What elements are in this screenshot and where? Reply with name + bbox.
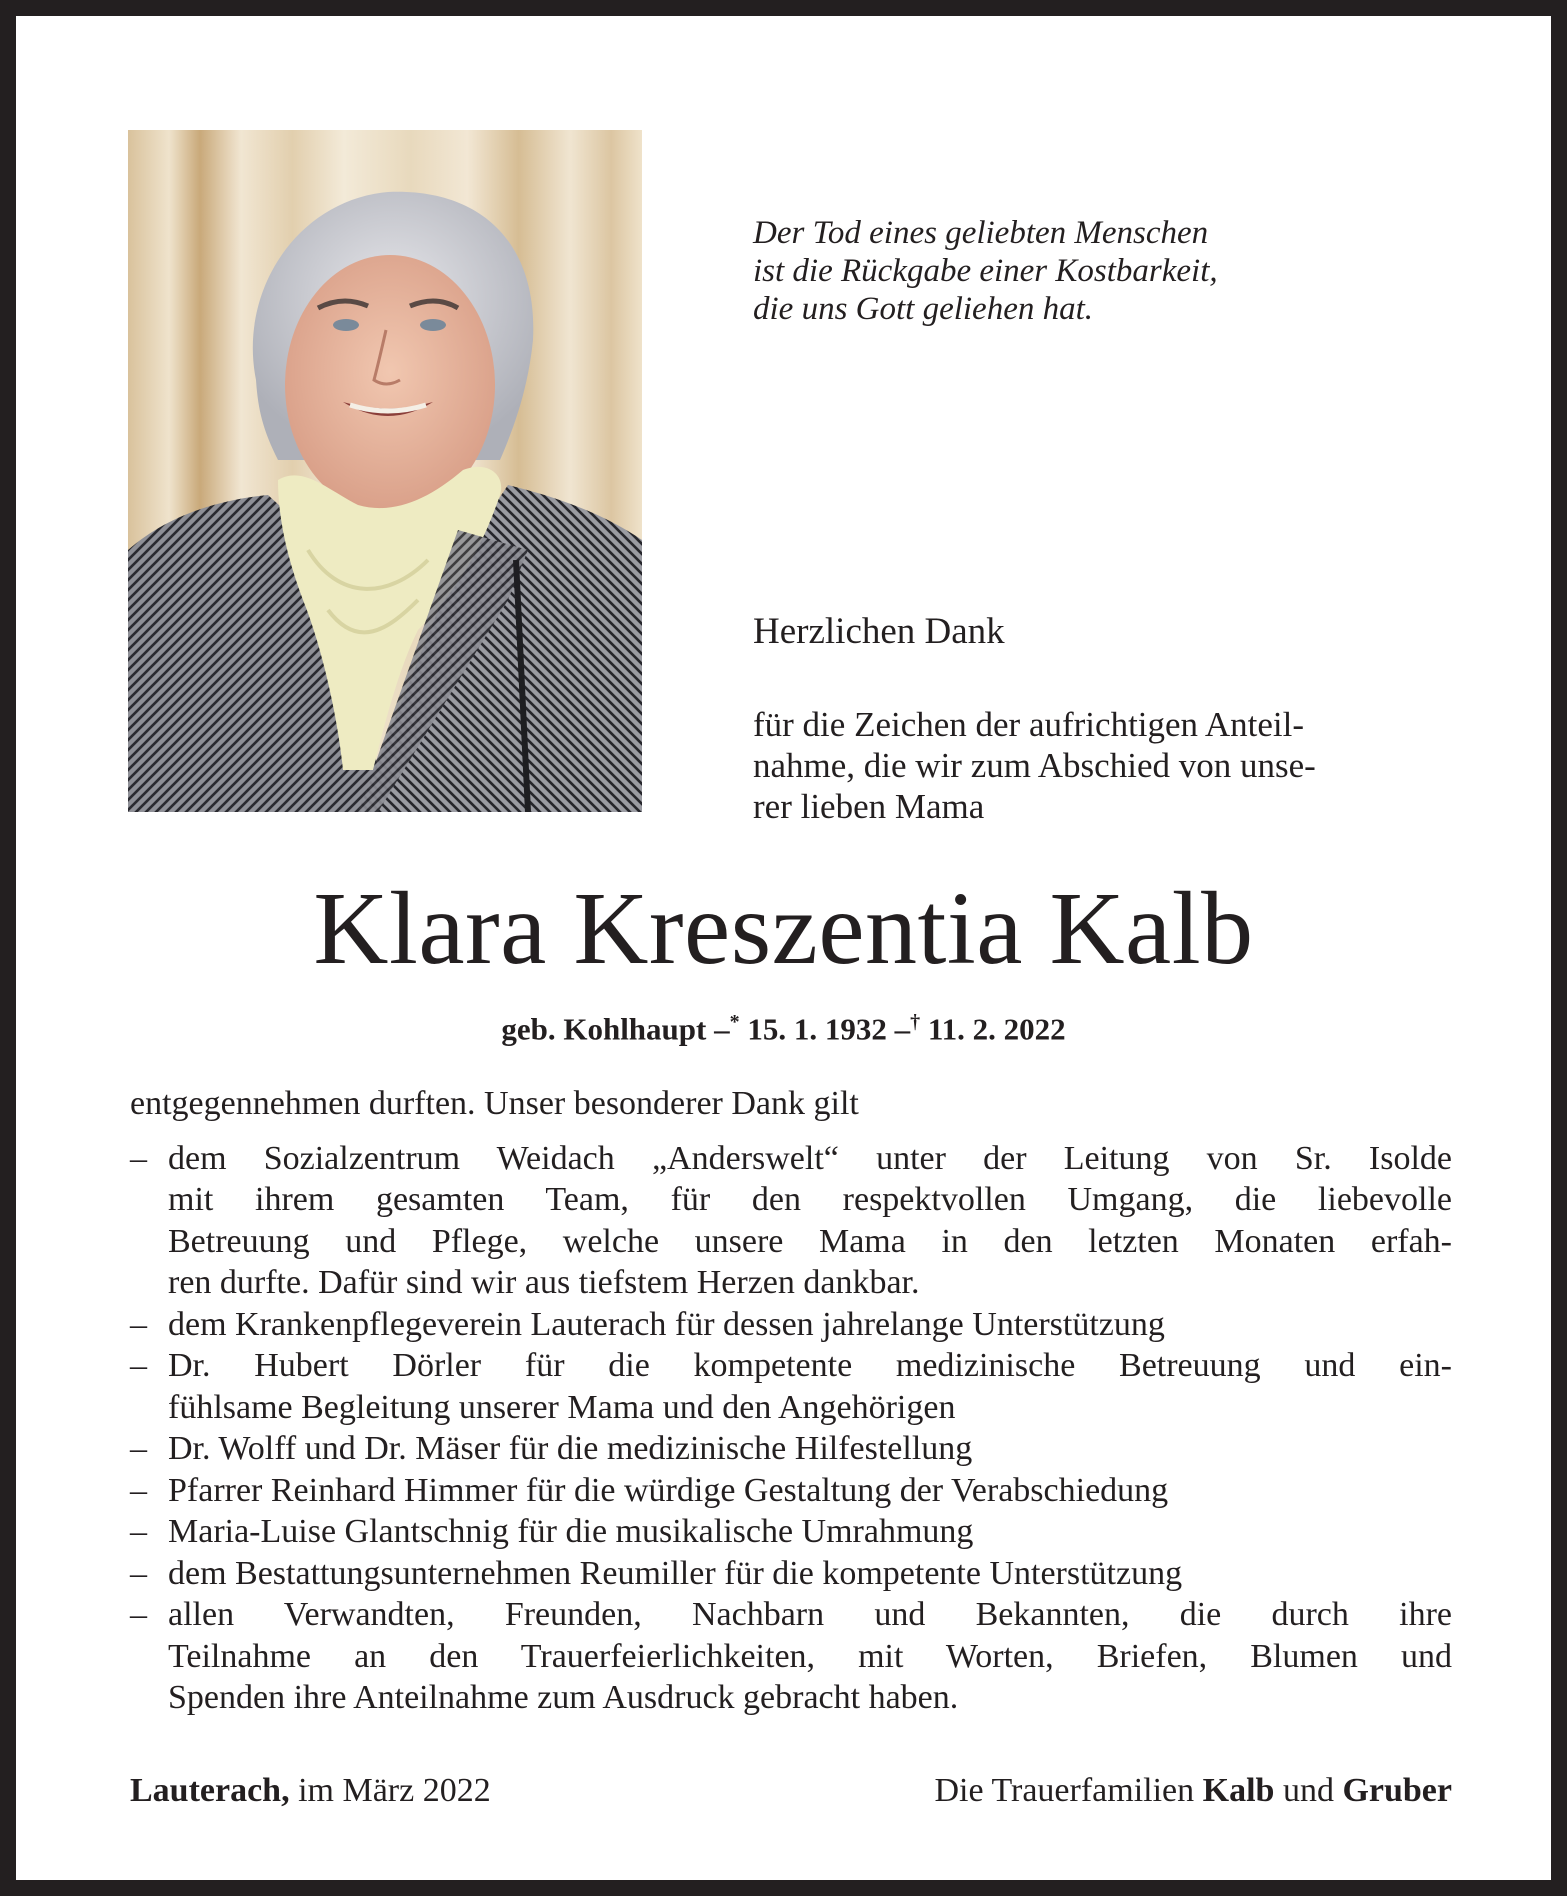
list-dash: – <box>130 1513 147 1550</box>
family-name: Kalb <box>1202 1772 1275 1809</box>
list-item-line: Teilnahme an den Trauerfeierlichkeiten, mit Worten, Briefen, Blumen und <box>168 1637 1452 1675</box>
list-item <box>130 1470 1452 1512</box>
portrait-image <box>128 130 642 812</box>
list-item <box>130 1345 1452 1428</box>
list-item <box>130 1138 1452 1304</box>
list-item-line: Dr. Wolff und Dr. Mäser für die medizinische Hilfestellung <box>168 1430 973 1467</box>
list-item-line: Dr. Hubert Dörler für die kompetente medizinische Betreuung und ein- <box>168 1347 1452 1384</box>
intro-line: rer lieben Mama <box>753 787 985 826</box>
date: im März 2022 <box>298 1772 491 1809</box>
list-dash: – <box>130 1471 147 1509</box>
list-item-line: Spenden ihre Anteilnahme zum Ausdruck gebracht haben. <box>168 1679 959 1716</box>
list-item-line: Betreuung und Pflege, welche unsere Mama in den letzten Monaten erfah- <box>168 1222 1452 1260</box>
life-dates <box>16 1002 1551 1049</box>
list-dash: – <box>130 1139 147 1177</box>
acknowledgements <box>130 1083 1452 1719</box>
quote-line: ist die Rückgabe einer Kostbarkeit, <box>753 253 1218 289</box>
intro-line: für die Zeichen der aufrichtigen Anteil- <box>753 705 1305 744</box>
list-dash: – <box>130 1596 147 1633</box>
list-dash: – <box>130 1430 147 1467</box>
obituary-page <box>16 16 1551 1880</box>
list-item-line: mit ihrem gesamten Team, für den respektvollen Umgang, die liebevolle <box>168 1181 1452 1218</box>
place-date <box>130 1770 491 1812</box>
list-item-line: Pfarrer Reinhard Himmer für die würdige Gestaltung der Verabschiedung <box>168 1471 1169 1509</box>
thanks-intro <box>753 704 1316 827</box>
family-name: Gruber <box>1342 1772 1452 1809</box>
death-symbol: † <box>910 1011 921 1033</box>
list-item-line: dem Krankenpflegeverein Lauterach für dessen jahrelange Unterstützung <box>168 1305 1165 1343</box>
memorial-quote <box>753 214 1513 328</box>
portrait-photo <box>128 130 642 812</box>
list-item-line: dem Sozialzentrum Weidach „Anderswelt“ unter der Leitung von Sr. Isolde <box>168 1139 1452 1177</box>
place: Lauterach, <box>130 1772 290 1809</box>
separator: – <box>714 1011 730 1047</box>
list-dash: – <box>130 1554 147 1592</box>
separator: – <box>894 1011 911 1047</box>
acknowledgements-lead: entgegennehmen durften. Unser besonderer Dank gilt <box>130 1085 859 1122</box>
death-date: 11. 2. 2022 <box>927 1011 1066 1047</box>
list-item-line: Maria-Luise Glantschnig für die musikalische Umrahmung <box>168 1513 974 1550</box>
quote-line: Der Tod eines geliebten Menschen <box>753 215 1209 251</box>
list-dash: – <box>130 1347 147 1384</box>
deceased-name: Klara Kreszentia Kalb <box>313 871 1254 986</box>
list-item <box>130 1594 1452 1719</box>
birth-symbol: * <box>729 1011 740 1033</box>
birth-name: geb. Kohlhaupt <box>501 1011 707 1047</box>
list-item-line: allen Verwandten, Freunden, Nachbarn und Bekannten, die durch ihre <box>168 1596 1452 1633</box>
families-prefix: Die Trauerfamilien <box>934 1772 1195 1809</box>
list-item <box>130 1511 1452 1553</box>
list-item <box>130 1553 1452 1595</box>
families-signature <box>934 1770 1452 1812</box>
conjunction: und <box>1282 1772 1334 1809</box>
intro-line: nahme, die wir zum Abschied von unse- <box>753 746 1316 785</box>
birth-date: 15. 1. 1932 <box>747 1011 887 1047</box>
acknowledgement-list <box>130 1138 1452 1719</box>
list-item <box>130 1304 1452 1346</box>
list-item-line: ren durfte. Dafür sind wir aus tiefstem Herzen dankbar. <box>168 1264 920 1301</box>
list-dash: – <box>130 1305 147 1343</box>
thanks-heading: Herzlichen Dank <box>753 611 1005 652</box>
list-item-line: dem Bestattungsunternehmen Reumiller für die kompetente Unterstützung <box>168 1554 1183 1592</box>
list-item-line: fühlsame Begleitung unserer Mama und den Angehörigen <box>168 1388 956 1426</box>
quote-line: die uns Gott geliehen hat. <box>753 291 1094 327</box>
list-item <box>130 1428 1452 1470</box>
